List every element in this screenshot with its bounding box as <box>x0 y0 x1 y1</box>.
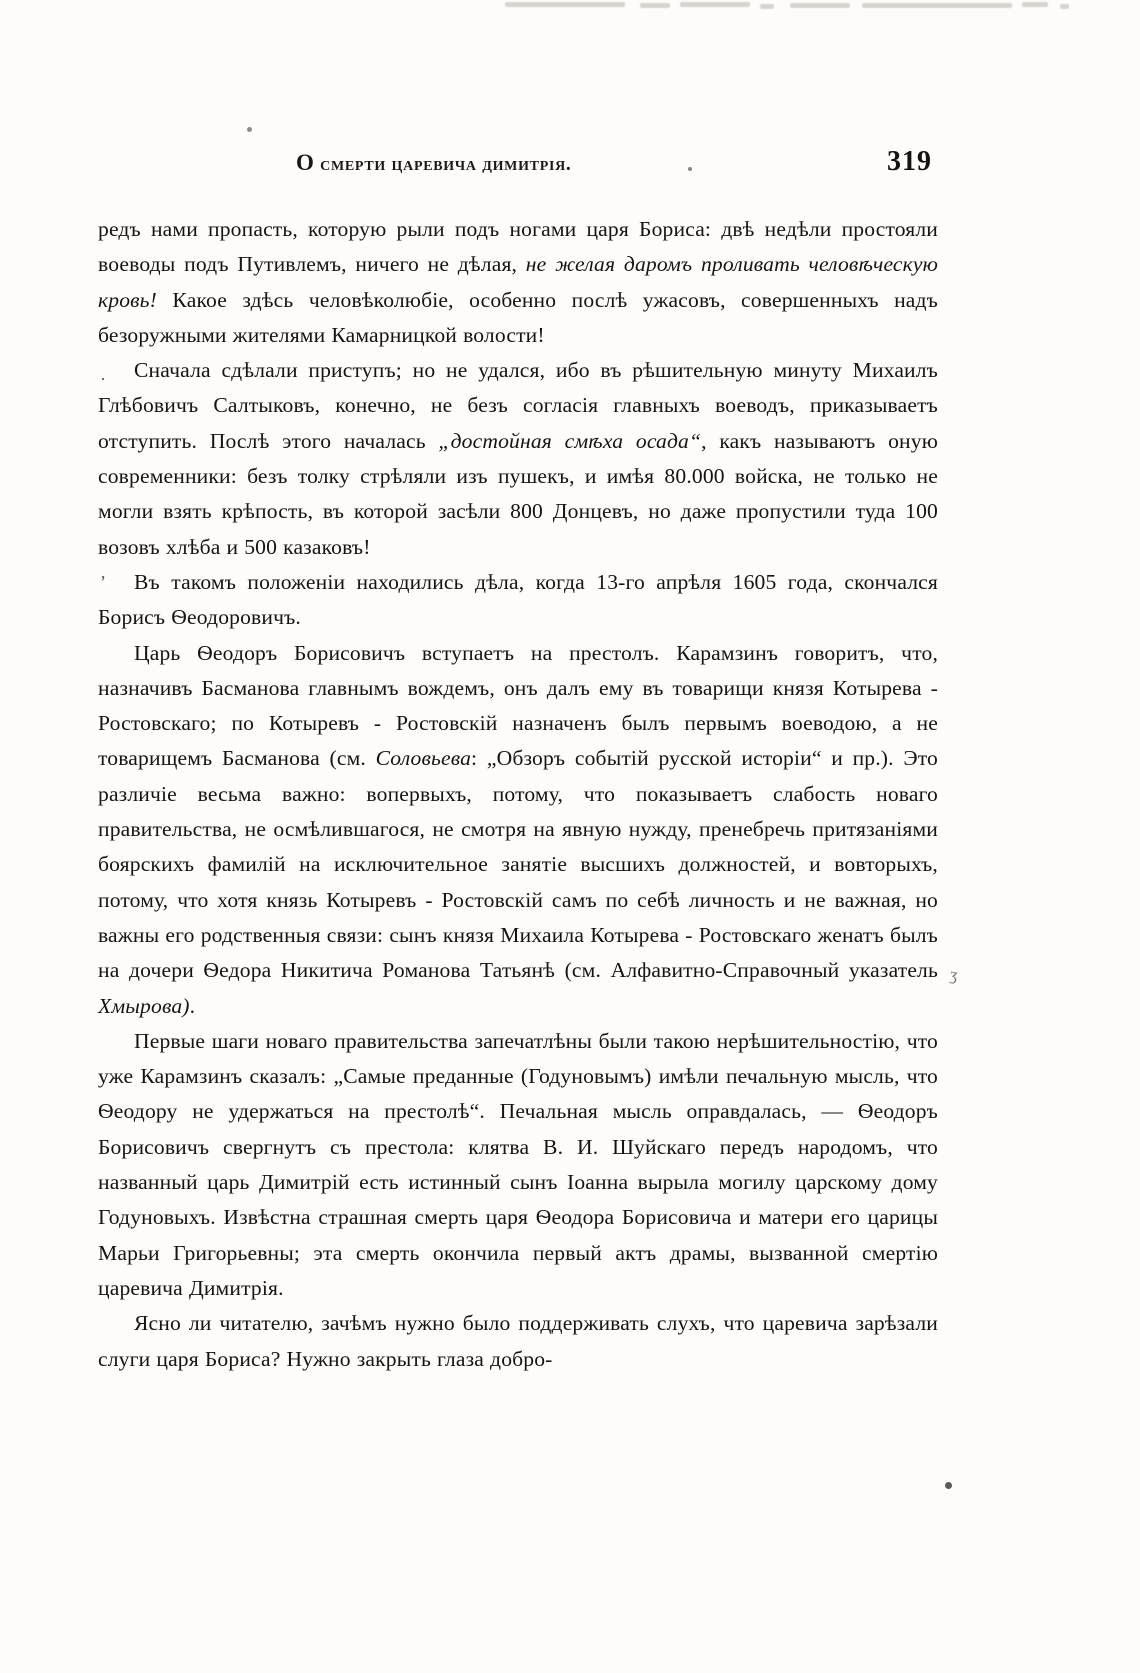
paragraph-5 <box>98 1024 938 1306</box>
emphasis-text: Соловьева <box>375 746 472 771</box>
body-text: Сначала сдѣлали приступъ; но не удался, ибо въ рѣшительную минуту Михаилъ Глѣбовичъ Салтыковъ, конечно, не безъ согласія главныхъ воеводъ, приказываетъ отступить. Послѣ этого началась <box>98 358 938 453</box>
body-text: редъ нами пропасть, которую рыли подъ ногами царя Бориса: двѣ недѣли простояли воеводы подъ Путивлемъ, ничего не дѣлая, <box>98 217 938 277</box>
paragraph-1 <box>98 212 938 353</box>
body-text: Первые шаги новаго правительства запечатлѣны были такою нерѣшительностію, что уже Карамзинъ сказалъ: „Самые преданные (Годуновымъ) имѣли печальную мысль, что Ѳеодору не удержаться на престолѣ“. Печальная мысль оправдалась, — Ѳеодоръ Борисовичъ свергнутъ съ престола: клятва В. И. Шуйскаго передъ народомъ, что названный царь Димитрій есть истинный сынъ Іоанна вырыла могилу царскому дому Годуновыхъ. Извѣстна страшная смерть царя Ѳеодора Борисовича и матери его царицы Марьи Григорьевны; эта смерть окончила первый актъ драмы, вызванной смертію царевича Димитрія. <box>98 1028 938 1300</box>
scan-speck-header <box>688 167 692 171</box>
body-text: Ясно ли читателю, зачѣмъ нужно было поддерживать слухъ, что царевича зарѣзали слуги царя Бориса? Нужно закрыть глаза добро- <box>98 1311 938 1371</box>
emphasis-text: „достойная смѣха осада“ <box>438 428 702 453</box>
body-text: Въ такомъ положеніи находились дѣла, когда 13-го апрѣля 1605 года, скончался Борисъ Ѳеодоровичъ. <box>98 569 938 630</box>
scan-artifacts <box>0 0 1140 22</box>
page-header <box>0 146 1140 180</box>
body-text: Какое здѣсь человѣколюбіе, особенно послѣ ужасовъ, совершенныхъ надъ безоружными жителями Камарницкой волости! <box>98 287 938 347</box>
body-text-column <box>98 212 938 1377</box>
paragraph-tick-mark: ʼ <box>100 572 106 592</box>
running-head <box>296 150 571 176</box>
paragraph-3 <box>98 565 938 636</box>
page-number: 319 <box>887 146 932 177</box>
body-text: , какъ называютъ оную современники: безъ толку стрѣляли изъ пушекъ, и имѣя 80.000 войска, не только не могли взять крѣпость, въ которой засѣли 800 Донцевъ, но даже пропустили туда 100 возовъ хлѣба и 500 казаковъ! <box>98 428 938 559</box>
scan-speck-left <box>247 127 252 132</box>
running-head-initial: О <box>296 150 315 175</box>
scan-speck-bottom <box>945 1482 952 1489</box>
paragraph-4 <box>98 636 938 1024</box>
body-text: Царь Ѳеодоръ Борисовичъ вступаетъ на престолъ. Карамзинъ говоритъ, что, назначивъ Басманова главнымъ вождемъ, онъ далъ ему въ товарищи князя Котырева - Ростовскаго; по Котыревъ - Ростовскій назначенъ былъ первымъ воеводою, а не товарищемъ Басманова (см. <box>98 640 938 771</box>
paragraph-tick-mark: · <box>100 369 106 389</box>
body-text: . <box>189 993 196 1018</box>
marginal-mark: ʒ <box>948 964 960 985</box>
paragraph-2 <box>98 353 938 565</box>
emphasis-text: не желая даромъ проливать человѣческую кровь! <box>98 252 939 312</box>
emphasis-text: Хмырова) <box>98 993 190 1018</box>
running-head-text: смерти царевича димитрія. <box>320 154 572 175</box>
body-text: : „Обзоръ событій русской исторіи“ и пр.). Это различіе весьма важно: вопервыхъ, потому, что показываетъ слабость новаго правительства, не осмѣлившагося, не смотря на явную нужду, пренебречь притязаніями боярскихъ фамилій на исключительное занятіе высшихъ должностей, и вовторыхъ, потому, что хотя князь Котыревъ - Ростовскій самъ по себѣ личность и не важная, но важны его родственныя связи: сынъ князя Михаила Котырева - Ростовскаго женатъ былъ на дочери Ѳедора Никитича Романова Татьянѣ (см. Алфавитно-Справочный указатель <box>98 746 938 983</box>
paragraph-6 <box>98 1306 938 1377</box>
